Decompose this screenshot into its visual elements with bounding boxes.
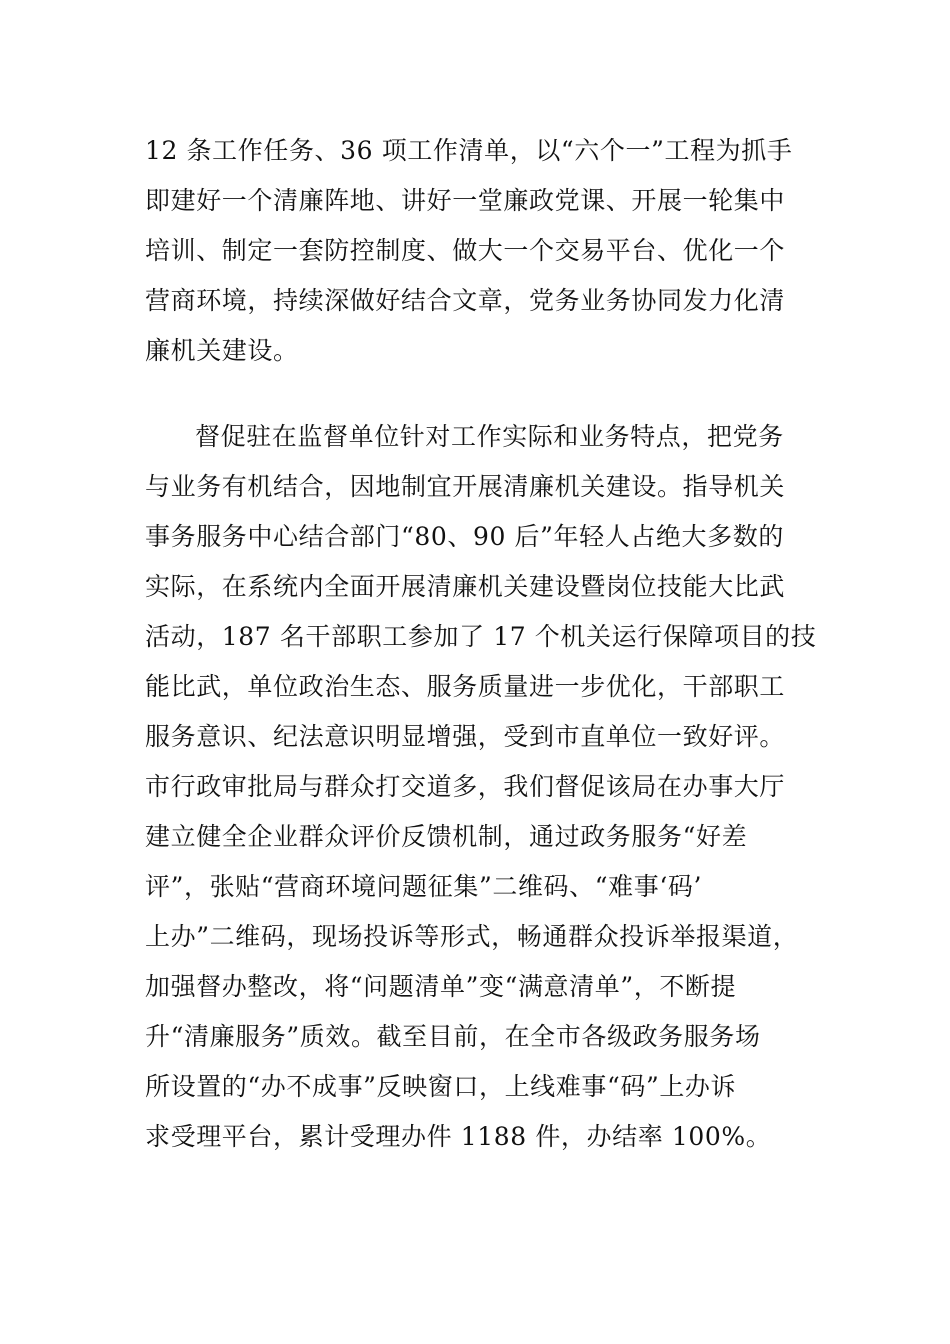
paragraph-line: 廉机关建设。 — [145, 336, 299, 365]
paragraph-line: 与业务有机结合，因地制宜开展清廉机关建设。指导机关 — [145, 472, 786, 501]
paragraph-line: 市行政审批局与群众打交道多，我们督促该局在办事大厅 — [145, 772, 786, 801]
paragraph-line: 能比武，单位政治生态、服务质量进一步优化，干部职工 — [145, 672, 786, 701]
paragraph-line: 事务服务中心结合部门“80、90 后”年轻人占绝大多数的 — [145, 522, 784, 551]
paragraph-line: 上办”二维码，现场投诉等形式，畅通群众投诉举报渠道， — [145, 922, 799, 951]
paragraph-line: 营商环境，持续深做好结合文章，党务业务协同发力化清 — [145, 286, 786, 315]
paragraph-line: 求受理平台，累计受理办件 1188 件，办结率 100%。 — [145, 1122, 772, 1151]
paragraph-line: 实际，在系统内全面开展清廉机关建设暨岗位技能大比武 — [145, 572, 786, 601]
paragraph-line: 评”，张贴“营商环境问题征集”二维码、“难事‘码’ — [145, 872, 703, 901]
paragraph-line: 督促驻在监督单位针对工作实际和业务特点，把党务 — [195, 422, 784, 451]
paragraph-line: 所设置的“办不成事”反映窗口，上线难事“码”上办诉 — [145, 1072, 737, 1101]
paragraph-line: 服务意识、纪法意识明显增强，受到市直单位一致好评。 — [145, 722, 786, 751]
paragraph-line: 活动，187 名干部职工参加了 17 个机关运行保障项目的技 — [145, 622, 817, 651]
paragraph-line: 升“清廉服务”质效。截至目前，在全市各级政务服务场 — [145, 1022, 761, 1051]
paragraph-line: 培训、制定一套防控制度、做大一个交易平台、优化一个 — [145, 236, 786, 265]
paragraph-line: 加强督办整改，将“问题清单”变“满意清单”，不断提 — [145, 972, 737, 1001]
paragraph-line: 即建好一个清廉阵地、讲好一堂廉政党课、开展一轮集中 — [145, 186, 786, 215]
paragraph-line: 12 条工作任务、36 项工作清单，以“六个一”工程为抓手 — [145, 136, 793, 165]
paragraph-line: 建立健全企业群众评价反馈机制，通过政务服务“好差 — [145, 822, 748, 851]
